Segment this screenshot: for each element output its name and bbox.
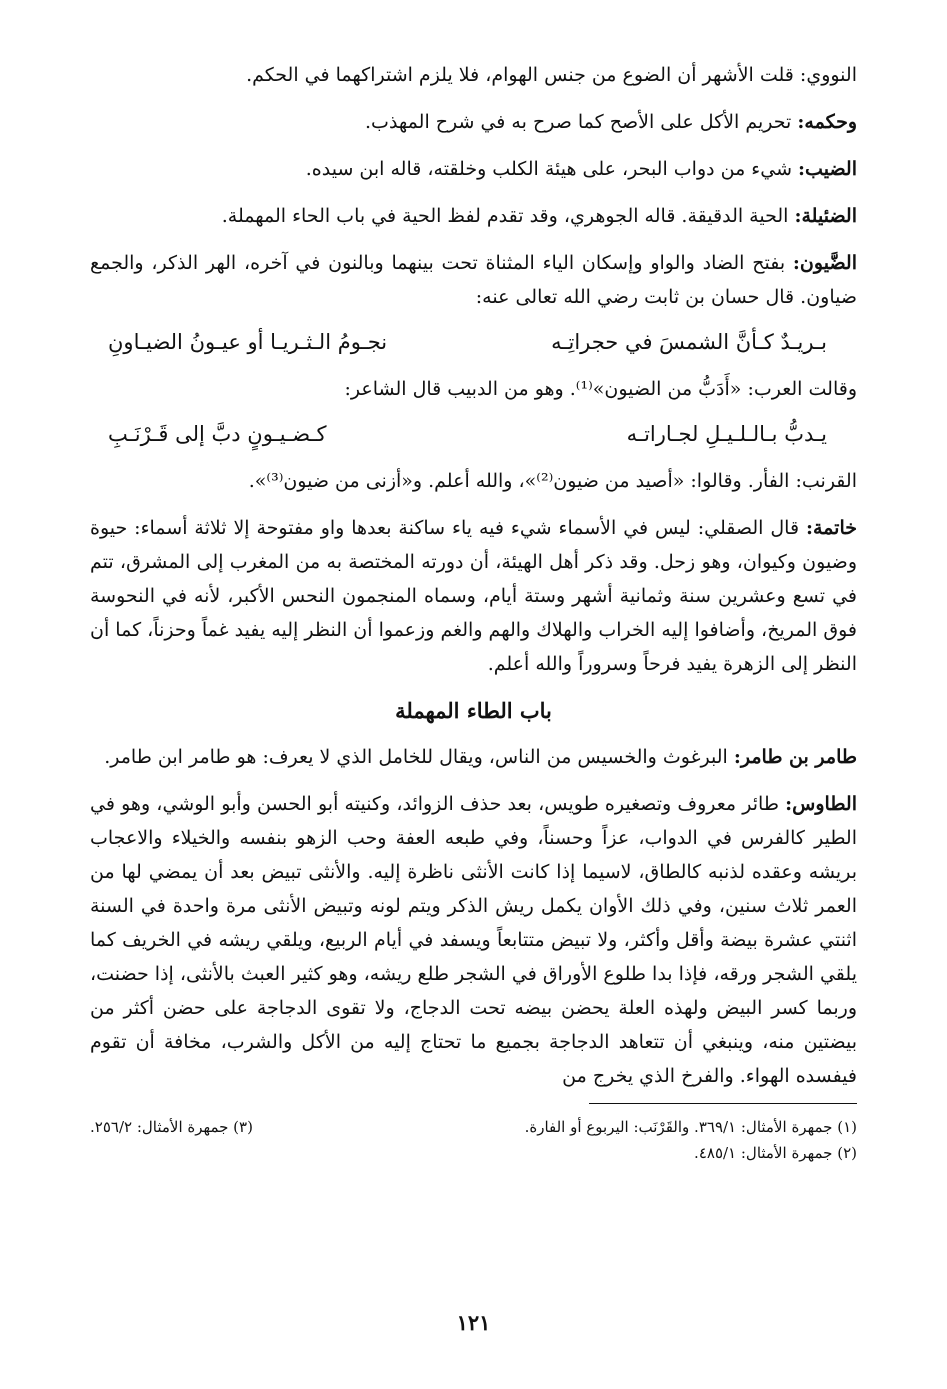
verse-second-hemistich: نجـومُ الـثـريـا أو عيـونُ الضيـاونِ bbox=[108, 330, 388, 354]
footnote-2: (٢) جمهرة الأمثال: ٤٨٥/١. bbox=[694, 1144, 857, 1162]
conclusion-text: قال الصقلي: ليس في الأسماء شيء فيه ياء ساكنة بعدها واو مفتوحة إلا ثلاثة أسماء: حيوة وضيون وكيوان، وهو زحل. وقد ذكر أهل الهيئة، أن دورته المختصة به من المغرب إلى المشرق، تتم في تسع وعشرين سنة وثمانية أشهر وستة أيام، وسماه المنجمون النحس الأكبر، لأنه في النحوسة فوق المريخ، وأضافوا إليه الخراب والهلاك والهم والغم وزعموا أن النظر إليه يفيد غماً وحزناً، كما أن النظر إلى الزهرة يفيد فرحاً وسروراً والله أعلم. bbox=[90, 517, 857, 675]
entry-term: الضيب: bbox=[798, 158, 857, 180]
verse-first-hemistich: يـدبُّ بـالـلـيـلِ لجـاراتـه bbox=[626, 422, 827, 446]
footnote-row bbox=[90, 1114, 857, 1140]
page-number: ١٢١ bbox=[456, 1310, 491, 1335]
paragraph-ruling bbox=[90, 105, 857, 139]
entry-term: وحكمه: bbox=[797, 111, 857, 133]
footnote-3: (٣) جمهرة الأمثال: ٢٥٦/٢. bbox=[90, 1118, 253, 1136]
entry-tawus bbox=[90, 787, 857, 1093]
entry-text: تحريم الأكل على الأصح كما صرح به في شرح المهذب. bbox=[365, 111, 792, 133]
conclusion-label: خاتمة: bbox=[805, 517, 857, 539]
poem-verse-poet bbox=[90, 414, 857, 452]
entry-term: طامر بن طامر: bbox=[733, 746, 857, 768]
entry-text: شيء من دواب البحر، على هيئة الكلب وخلقته، قاله ابن سيده. bbox=[305, 158, 792, 180]
qarnab-line bbox=[90, 464, 857, 498]
section-heading: باب الطاء المهملة bbox=[395, 698, 552, 723]
entry-dayb bbox=[90, 152, 857, 186]
arab-saying bbox=[90, 372, 857, 406]
entry-dayyun bbox=[90, 246, 857, 314]
entry-daila bbox=[90, 199, 857, 233]
footnotes bbox=[90, 1114, 857, 1166]
entry-term: الضئيلة: bbox=[794, 205, 857, 227]
entry-tamir bbox=[90, 740, 857, 774]
verse-second-hemistich: كـضـيـونٍ دبَّ إلى قَـرْنَـبِ bbox=[108, 422, 327, 446]
entry-term: الطاوس: bbox=[785, 793, 857, 815]
footnote-row bbox=[90, 1140, 857, 1166]
entry-term: الضَّيون: bbox=[792, 252, 857, 274]
footnote-1: (١) جمهرة الأمثال: ٣٦٩/١. والقَرْنَب: اليربوع أو الفارة. bbox=[524, 1118, 857, 1136]
paragraph-text: النووي: قلت الأشهر أن الضوع من جنس الهوام، فلا يلزم اشتراكهما في الحكم. bbox=[246, 64, 857, 86]
poem-verse-hassan bbox=[90, 322, 857, 360]
entry-text: بفتح الضاد والواو وإسكان الياء المثناة تحت بينهما وبالنون في آخره، الهر الذكر، والجمع ضياون. قال حسان بن ثابت رضي الله تعالى عنه: bbox=[90, 252, 857, 308]
verse-first-hemistich: بـريـدٌ كـأنَّ الشمسَ في حجراتِـه bbox=[551, 330, 827, 354]
conclusion-paragraph bbox=[90, 511, 857, 681]
paragraph-nawawi bbox=[90, 58, 857, 92]
entry-text: الحية الدقيقة. قاله الجوهري، وقد تقدم لفظ الحية في باب الحاء المهملة. bbox=[221, 205, 789, 227]
qarnab-text: القرنب: الفأر. وقالوا: «أصيد من ضيون⁽²⁾»، والله أعلم. و«أزنى من ضيون⁽³⁾». bbox=[248, 470, 857, 492]
entry-text: طائر معروف وتصغيره طويس، بعد حذف الزوائد، وكنيته أبو الحسن وأبو الوشي، وهو في الطير كالفرس في الدواب، عزاً وحسناً، وفي طبعه العفة وحب الزهو بنفسه والخيلاء والاعجاب بريشه وعقده لذنبه كالطاق، لاسيما إذا كانت الأنثى ناظرة إليه. والأنثى تبيض بعد أن يمضي لها من العمر ثلاث سنين، وفي ذلك الأوان يكمل ريش الذكر ويتم لونه وتبيض الأنثى مرة واحدة في السنة اثنتي عشرة بيضة وأقل وأكثر، ولا تبيض متتابعاً ويسفد في أيام الربيع، ويلقي ريشه في الخريف كما يلقي الشجر ورقه، فإذا بدا طلوع الأوراق في الشجر طلع ريشه، وهو كثير العبث بالأنثى، إذا حضنت، وربما كسر البيض ولهذه العلة يحضن بيضه تحت الدجاج، ولا تقوى الدجاجة على حضن أكثر من بيضتين منه، وينبغي أن تتعاهد الدجاجة بجميع ما تحتاج إليه من الأكل والشرب، مخافة أن تقوم فيفسده الهواء. والفرخ الذي يخرج من bbox=[90, 793, 857, 1087]
footnote-divider bbox=[589, 1103, 857, 1104]
entry-text: البرغوث والخسيس من الناس، ويقال للخامل الذي لا يعرف: هو طامر ابن طامر. bbox=[104, 746, 728, 768]
saying-text: وقالت العرب: «أَدَبُّ من الضيون»⁽¹⁾. وهو من الدبيب قال الشاعر: bbox=[344, 378, 857, 400]
